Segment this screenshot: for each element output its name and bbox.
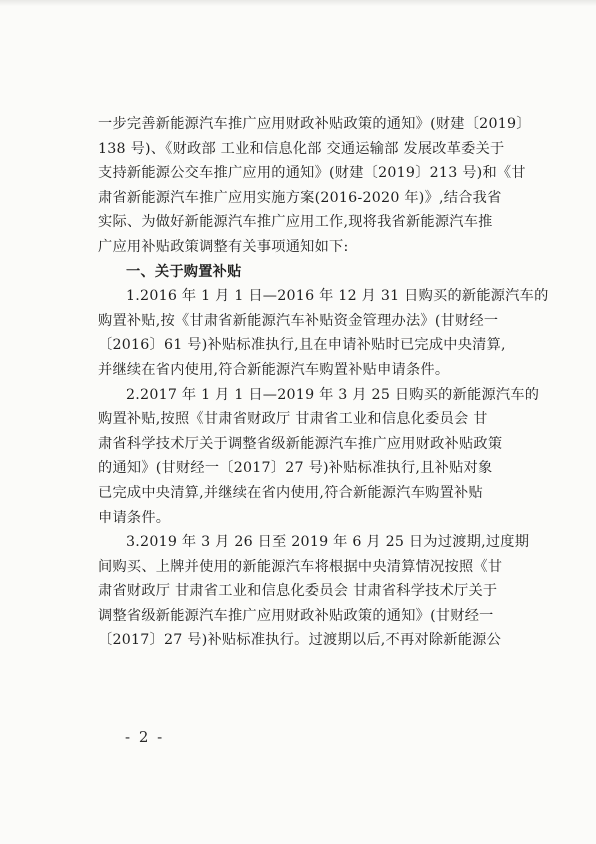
item-2-line-4: 的通知》(甘财经一〔2017〕27 号)补贴标准执行,且补贴对象 xyxy=(98,460,493,477)
item-3-line-4: 调整省级新能源汽车推广应用财政补贴政策的通知》(甘财经一 xyxy=(98,607,494,624)
item-1-line-4: 并继续在省内使用,符合新能源汽车购置补贴申请条件。 xyxy=(98,361,450,378)
scan-edge-shadow xyxy=(0,0,596,6)
intro-line-1: 一步完善新能源汽车推广应用财政补贴政策的通知》(财建〔2019〕 xyxy=(98,116,531,132)
intro-line-2: 138 号)、《财政部 工业和信息化部 交通运输部 发展改革委关于 xyxy=(98,140,505,157)
item-3-line-2: 间购买、上牌并使用的新能源汽车将根据中央清算情况按照《甘 xyxy=(98,558,503,575)
item-2-line-3: 肃省科学技术厅关于调整省级新能源汽车推广应用财政补贴政策 xyxy=(98,435,503,452)
item-1-line-3: 〔2016〕61 号)补贴标准执行,且在申请补贴时已完成中央清算, xyxy=(98,337,506,354)
item-1-line-1: 1.2016 年 1 月 1 日—2016 年 12 月 31 日购买的新能源汽车的 xyxy=(126,288,549,305)
item-2-line-2: 购置补贴,按照《甘肃省财政厅 甘肃省工业和信息化委员会 甘 xyxy=(98,411,488,428)
intro-line-5: 实际、为做好新能源汽车推广应用工作,现将我省新能源汽车推 xyxy=(98,214,493,231)
section-heading: 一、关于购置补贴 xyxy=(126,263,242,280)
item-3-line-5: 〔2017〕27 号)补贴标准执行。过渡期以后,不再对除新能源公 xyxy=(98,632,502,649)
page-number: - 2 - xyxy=(125,728,165,746)
intro-line-3: 支持新能源公交车推广应用的通知》(财建〔2019〕213 号)和《甘 xyxy=(98,165,526,182)
item-3-line-3: 肃省财政厅 甘肃省工业和信息化委员会 甘肃省科学技术厅关于 xyxy=(98,583,498,600)
item-1-line-2: 购置补贴,按《甘肃省新能源汽车补贴资金管理办法》(甘财经一 xyxy=(98,312,499,329)
intro-line-6: 广应用补贴政策调整有关事项通知如下: xyxy=(98,238,349,255)
item-2-line-6: 申请条件。 xyxy=(98,509,171,526)
item-2-line-1: 2.2017 年 1 月 1 日—2019 年 3 月 25 日购买的新能源汽车的 xyxy=(126,386,540,403)
item-2-line-5: 已完成中央清算,并继续在省内使用,符合新能源汽车购置补贴 xyxy=(98,484,483,501)
intro-line-4: 肃省新能源汽车推广应用实施方案(2016-2020 年)》,结合我省 xyxy=(98,189,502,206)
document-body xyxy=(98,112,558,653)
item-3-line-1: 3.2019 年 3 月 26 日至 2019 年 6 月 25 日为过渡期,过度期 xyxy=(126,534,530,551)
